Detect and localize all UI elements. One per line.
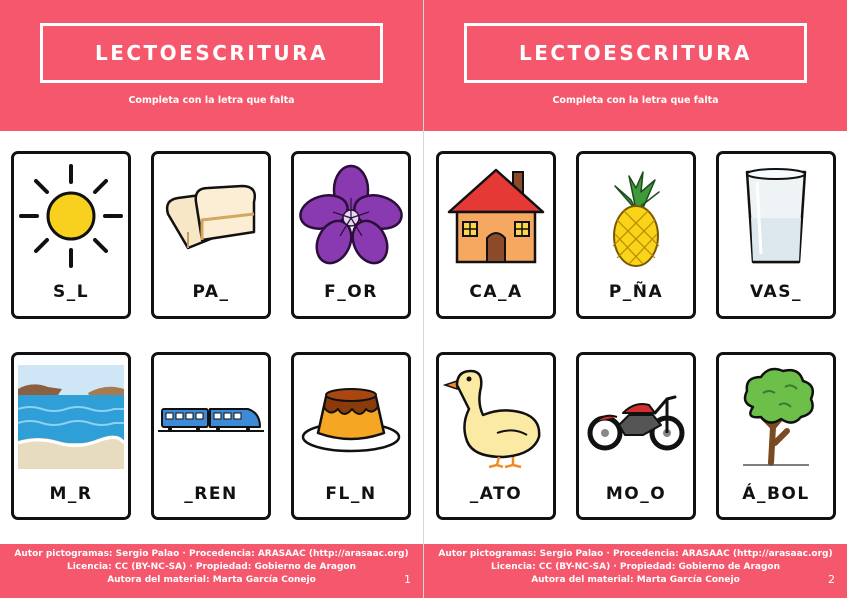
card-word: Á_BOL: [742, 484, 810, 504]
glass-icon: [723, 162, 829, 270]
page-header: [0, 0, 423, 131]
worksheet-page-1: [0, 0, 423, 598]
bread-icon: [158, 162, 264, 270]
word-card-moto: [576, 352, 696, 520]
flower-icon: [298, 162, 404, 270]
card-word: MO_O: [605, 484, 667, 504]
word-card-flan: [291, 352, 411, 520]
page-footer: [0, 544, 423, 598]
card-word: FL_N: [325, 484, 377, 504]
card-word: CA_A: [469, 282, 523, 302]
page-subtitle: Completa con la letra que falta: [552, 95, 719, 106]
sun-icon: [18, 162, 124, 270]
page-number: 1: [404, 573, 411, 586]
sea-icon: [18, 363, 124, 471]
card-word: VAS_: [750, 282, 802, 302]
title-box: [464, 23, 807, 83]
footer-credits-author: Autor pictogramas: Sergio Palao · Procedencia: ARASAAC (http://arasaac.org): [438, 549, 833, 559]
word-card-sol: [11, 151, 131, 319]
worksheet-page-2: [424, 0, 847, 598]
card-word: _ATO: [469, 484, 523, 504]
page-header: [424, 0, 847, 131]
page-title: LECTOESCRITURA: [518, 41, 753, 65]
page-subtitle: Completa con la letra que falta: [128, 95, 295, 106]
footer-credits-material: Autora del material: Marta García Conejo: [531, 575, 740, 585]
footer-credits-license: Licencia: CC (BY-NC-SA) · Propiedad: Gobierno de Aragon: [66, 562, 357, 572]
word-card-pan: [151, 151, 271, 319]
pineapple-icon: [583, 162, 689, 270]
footer-credits-material: Autora del material: Marta García Conejo: [107, 575, 316, 585]
word-card-casa: [436, 151, 556, 319]
card-word: PA_: [192, 282, 230, 302]
word-card-pato: [436, 352, 556, 520]
card-word: _REN: [184, 484, 238, 504]
word-card-mar: [11, 352, 131, 520]
flan-icon: [298, 363, 404, 471]
word-card-arbol: [716, 352, 836, 520]
word-card-vaso: [716, 151, 836, 319]
page-footer: [424, 544, 847, 598]
page-number: 2: [828, 573, 835, 586]
word-card-pina: [576, 151, 696, 319]
duck-icon: [443, 363, 549, 471]
card-word: S_L: [52, 282, 90, 302]
train-icon: [158, 363, 264, 471]
footer-credits-author: Autor pictogramas: Sergio Palao · Procedencia: ARASAAC (http://arasaac.org): [14, 549, 409, 559]
card-word: M_R: [49, 484, 93, 504]
house-icon: [443, 162, 549, 270]
card-word: P_ÑA: [608, 282, 664, 302]
tree-icon: [723, 363, 829, 471]
title-box: [40, 23, 383, 83]
page-title: LECTOESCRITURA: [94, 41, 329, 65]
word-card-flor: [291, 151, 411, 319]
motorcycle-icon: [583, 363, 689, 471]
word-card-tren: [151, 352, 271, 520]
card-word: F_OR: [324, 282, 378, 302]
footer-credits-license: Licencia: CC (BY-NC-SA) · Propiedad: Gobierno de Aragon: [490, 562, 781, 572]
